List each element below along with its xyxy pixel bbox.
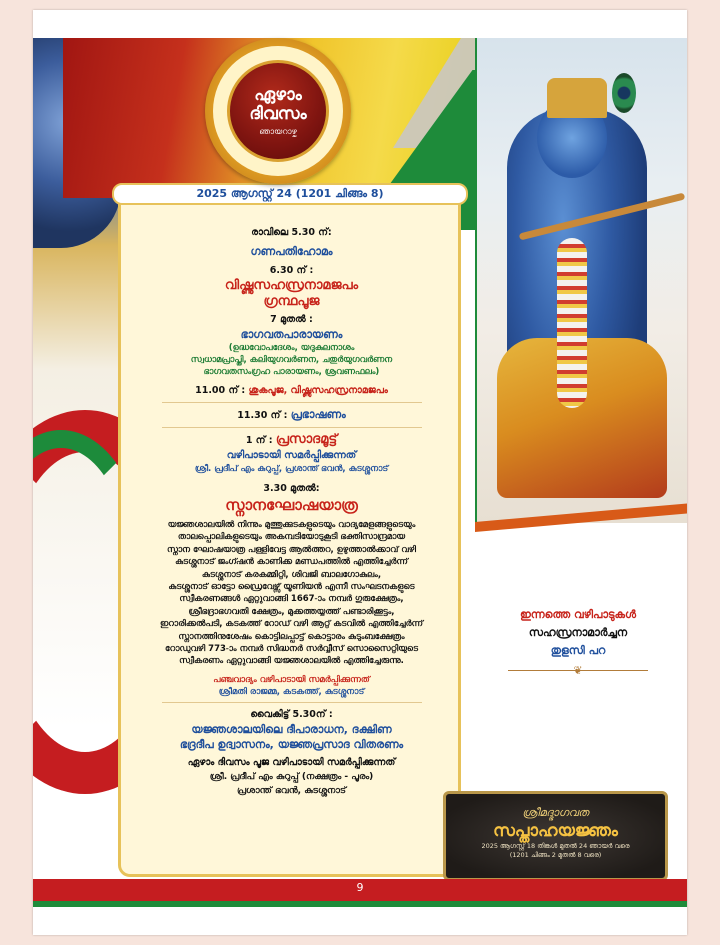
time-label: 1 ന് :	[245, 435, 273, 446]
procession-description: യജ്ഞശാലയിൽ നിന്നും മുത്തുക്കുടകളുടെയും വാദ്യമേളങ്ങളുടെയും താലപ്പൊലികളുടെയും അകമ്പടിയോടുകൂടി ഭക്തിസാന്ദ്രമായ സ്നാന ഘോഷയാത്ര പള്ളിവേട്ട ആൽത്തറ, ഉഴുത്താൽക്കാവ് വഴി കുടശ്ശനാട് ജംഗ്ഷൻ കാണിക്ക മണ്ഡപത്തിൽ എത്തിച്ചേർന്ന് കുടശ്ശനാട് കരകമ്മിറ്റി, ശിവജി ബാലഗോകുലം, കുടശ്ശനാട് ഓട്ടോ ഡ്രൈവേഴ്സ് യൂണിയൻ എന്നീ സംഘടനകളുടെ സ്വീകരണങ്ങൾ ഏറ്റുവാങ്ങി 1667-ാം നമ്പർ ഗുരുക്ഷേത്രം, ശ്രീഭദ്രാഭഗവതി ക്ഷേത്രം, മുക്കത്തയ്യത്ത് പണ്ടാരിക്കൂട്ടം, ഇറാരിക്കൽപടി, കടകത്ത് റോഡ് വഴി ആറ്റ് കടവിൽ എത്തിച്ചേർന്ന് സ്നാനത്തിനുശേഷം കൊട്ടിലപ്പാട്ട് കൊട്ടാരം കുടുംബക്ഷേത്രം റോഡുവഴി 773-ാം നമ്പർ സിദ്ധനർ സർവ്വീസ് സൊസൈറ്റിയുടെ സ്വീകരണം ഏറ്റുവാങ്ങി യജ്ഞശാലയിൽ എത്തിച്ചേരുന്നു.	[159, 520, 424, 667]
time-label: 3.30 മുതൽ:	[263, 483, 320, 494]
offering-note: ഏഴാം ദിവസം പൂജ വഴിപാടായി സമർപ്പിക്കുന്നത്	[187, 756, 396, 768]
offerings-title: ഇന്നത്തെ വഴിപാടുകൾ	[519, 608, 637, 621]
event-detail: ഭാഗവതസംഗ്രഹ പാരായണം, ശ്രവണഫലം)	[203, 367, 380, 377]
peacock-feather-icon	[612, 73, 636, 113]
offering-note: പഞ്ചവാദ്യം വഴിപാടായി സമർപ്പിക്കുന്നത്	[213, 674, 370, 685]
sponsor: പ്രശാന്ത് ഭവൻ, കുടശ്ശനാട്	[236, 785, 347, 796]
badge-day-number: ഏഴാം	[254, 84, 302, 105]
time-label: 7 മുതൽ :	[270, 314, 313, 325]
time-label: 11.30 ന് :	[237, 410, 288, 421]
time-label: രാവിലെ 5.30 ന്:	[251, 227, 332, 238]
ornament-divider: ❦	[508, 664, 648, 678]
krishna-illustration	[475, 38, 687, 523]
brochure-page	[33, 10, 687, 935]
banner-dates-malayalam: (1201 ചിങ്ങം 2 മുതൽ 8 വരെ)	[509, 851, 602, 859]
todays-offerings	[483, 606, 673, 678]
event-title: ശുകപൂജ, വിഷ്ണുസഹസ്രനാമജപം	[248, 385, 388, 396]
event-title: ഭദ്രദീപ ഉദ്വാസനം, യജ്ഞപ്രസാദ വിതരണം	[179, 737, 404, 751]
banner-dates: 2025 ആഗസ്റ്റ് 18 തിങ്കൾ മുതൽ 24 ഞായർ വരെ	[481, 842, 630, 850]
schedule-content	[129, 225, 454, 798]
time-label: 6.30 ന് :	[269, 265, 314, 276]
sponsor: ശ്രീ. പ്രദീപ് എം കുറുപ്പ്, പ്രശാന്ത് ഭവൻ, കുടശ്ശനാട്	[194, 464, 389, 474]
page-number: 9	[356, 881, 364, 894]
footer-green-line	[33, 901, 687, 907]
banner-subtitle: ശ്രീമദ്ഭാഗവത	[522, 806, 589, 819]
event-title: ഗ്രന്ഥപൂജ	[263, 294, 320, 309]
divider	[162, 427, 422, 428]
sponsor: ശ്രീ. പ്രദീപ് എം കുറുപ്പ് (നക്ഷത്രം - പൂരം)	[209, 771, 374, 782]
day-badge	[205, 38, 351, 184]
divider	[162, 702, 422, 703]
event-detail: (ഉദ്ധവോപദേശം, യദുകുലനാശം	[228, 343, 355, 353]
divider	[162, 402, 422, 403]
event-title: പ്രഭാഷണം	[290, 408, 346, 421]
event-title: പ്രസാദമൂട്ട്	[275, 432, 338, 447]
event-detail: സ്വധാമപ്രാപ്തി, കലിയുഗവർണന, ചതുർയുഗവർണന	[190, 355, 393, 365]
event-title: ഗണപതിഹോമം	[250, 245, 333, 258]
event-title: സ്നാനഘോഷയാത്ര	[225, 496, 358, 514]
sponsor: ശ്രീമതി രാജമ്മ, കടകത്ത്, കുടശ്ശനാട്	[218, 686, 365, 697]
offering-item: സഹസ്രനാമാർച്ചന	[528, 626, 628, 639]
time-label: വൈകിട്ട് 5.30ന് :	[250, 708, 333, 720]
offering-item: തുളസി പറ	[550, 644, 606, 657]
banner-title: സപ്താഹയജ്ഞം	[493, 821, 618, 841]
schedule-card	[118, 188, 461, 877]
offering-note: വഴിപാടായി സമർപ്പിക്കുന്നത്	[226, 450, 357, 461]
date-bar: 2025 ആഗസ്റ്റ് 24 (1201 ചിങ്ങം 8)	[112, 183, 468, 205]
badge-day-label: ദിവസം	[249, 103, 307, 124]
time-label: 11.00 ന് :	[195, 385, 246, 396]
event-title: ഭാഗവതപാരായണം	[240, 328, 343, 341]
event-title: യജ്ഞശാലയിലെ ദീപാരാധന, ദക്ഷിണ	[191, 722, 392, 736]
badge-weekday: ഞായറാഴ്ച	[259, 126, 297, 136]
saptaha-banner	[443, 791, 668, 881]
event-title: വിഷ്ണുസഹസ്രനാമജപം	[224, 278, 359, 293]
